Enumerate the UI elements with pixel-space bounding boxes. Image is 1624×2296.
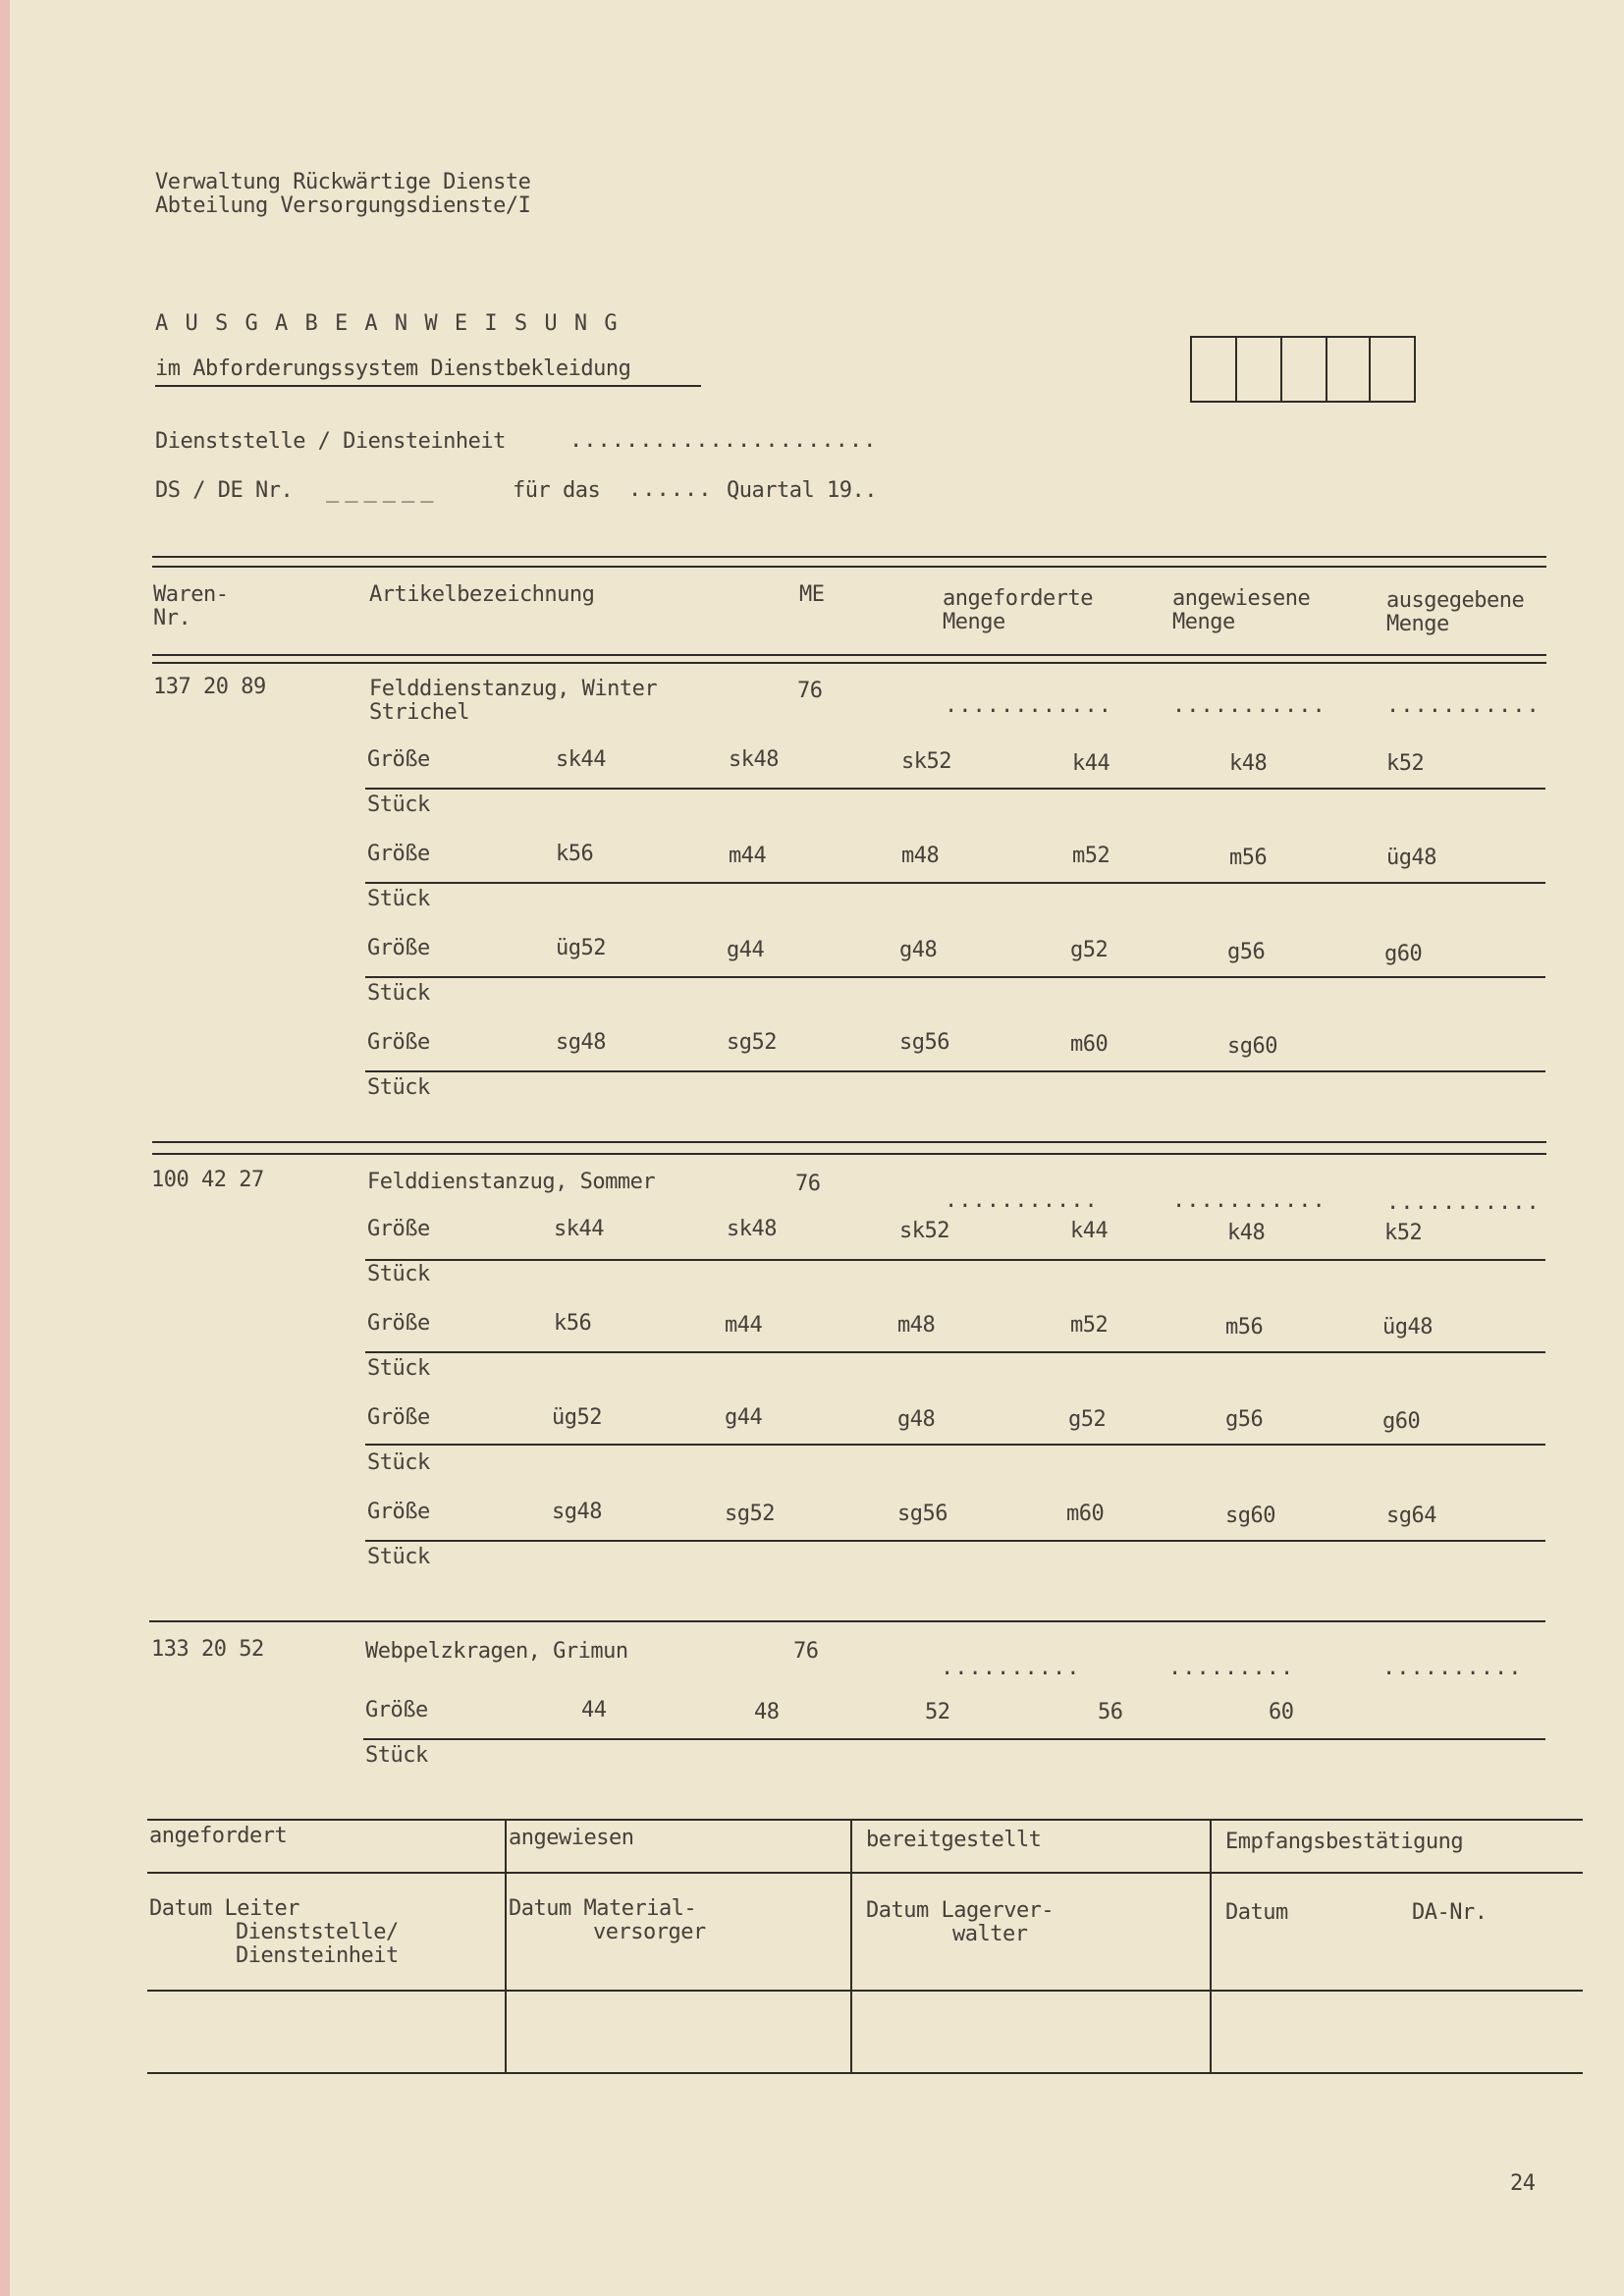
size: k56 [556,842,594,866]
paper-edge [0,0,10,2296]
stueck-label: Stück [367,887,430,911]
rule [147,1819,1583,1821]
item-me: 76 [795,1172,821,1196]
stueck-label: Stück [367,793,430,817]
rule [152,654,1546,656]
size: sg64 [1386,1503,1436,1528]
item-me: 76 [793,1639,819,1664]
item-nr: 100 42 27 [151,1168,264,1192]
item-name-line-2: Strichel [369,700,469,725]
size: sk44 [554,1217,604,1241]
ds-de-field[interactable]: ______ [326,478,440,503]
groesse-label: Größe [367,1030,430,1055]
groesse-label: Größe [365,1698,428,1722]
size: 56 [1098,1700,1123,1724]
ausgegeben-field[interactable]: ........... [1386,693,1541,718]
angefordert-field[interactable]: ............ [945,693,1112,718]
footer-head-empfang: Empfangsbestätigung [1225,1830,1464,1854]
angefordert-field[interactable]: .......... [941,1656,1081,1680]
stueck-label: Stück [367,1262,430,1286]
size: sk48 [727,1217,777,1241]
form-title: A U S G A B E A N W E I S U N G [155,311,620,336]
size: m60 [1066,1502,1105,1526]
size: g60 [1384,942,1423,966]
size: üg48 [1382,1315,1433,1339]
code-box-divider [1280,336,1282,401]
col-angefordert-1: angeforderte [943,586,1093,611]
size: m52 [1070,1313,1109,1338]
item-nr: 133 20 52 [151,1637,264,1662]
col-waren-nr-1: Waren- [153,582,229,607]
size: 52 [925,1700,950,1724]
code-box-divider [1235,336,1237,401]
size: g60 [1382,1409,1421,1434]
footer-cell-1-line-2: Dienststelle/ [236,1920,399,1944]
size: sk52 [899,1219,949,1243]
size: sg56 [899,1030,949,1055]
rule [365,1259,1545,1261]
size: m44 [729,844,767,868]
groesse-label: Größe [367,1311,430,1336]
rule [152,1153,1546,1155]
size: 60 [1269,1700,1294,1724]
size: g48 [897,1407,936,1432]
rule [363,1738,1545,1740]
rule [147,1990,1583,1992]
stueck-label: Stück [367,1545,430,1569]
ds-de-label: DS / DE Nr. [155,478,294,503]
col-waren-nr-2: Nr. [153,606,191,630]
size: sg48 [552,1500,602,1524]
size: sk48 [729,747,779,772]
size: sk44 [556,747,606,772]
col-divider [1210,1819,1212,2074]
size: m56 [1229,846,1268,870]
size: k44 [1070,1219,1109,1243]
groesse-label: Größe [367,747,430,772]
col-divider [505,1819,507,2074]
rule [152,556,1546,558]
size: üg52 [556,936,606,960]
size: k44 [1072,751,1110,776]
size: m48 [897,1313,936,1338]
dienststelle-field[interactable]: ...................... [569,428,878,453]
stueck-label: Stück [367,1356,430,1381]
size: m52 [1072,844,1110,868]
rule [152,1141,1546,1143]
code-box-divider [1369,336,1371,401]
size: k48 [1227,1221,1266,1245]
size: m44 [725,1313,763,1338]
rule [365,976,1545,978]
col-angewiesen-2: Menge [1172,610,1235,634]
item-name: Felddienstanzug, Winter [369,677,658,701]
size: g52 [1068,1407,1107,1432]
rule [149,1620,1545,1622]
footer-cell-3-line-1: Datum Lagerver- [866,1898,1055,1923]
col-artikel: Artikelbezeichnung [369,582,595,607]
footer-cell-2-line-1: Datum Material- [509,1896,697,1921]
footer-head-angefordert: angefordert [149,1824,288,1848]
code-box-divider [1326,336,1327,401]
item-nr: 137 20 89 [153,675,266,699]
size: g44 [725,1405,763,1430]
size: sk52 [901,749,951,774]
footer-cell-4-da-nr: DA-Nr. [1412,1900,1488,1925]
rule [365,1070,1545,1072]
col-me: ME [799,582,825,607]
header-line-2: Abteilung Versorgungsdienste/I [155,193,531,218]
form-subtitle: im Abforderungssystem Dienstbekleidung [155,357,701,387]
size: k52 [1386,751,1425,776]
quartal-label: Quartal 19.. [727,478,877,503]
size: sg60 [1227,1034,1277,1059]
size: üg52 [552,1405,602,1430]
size: üg48 [1386,846,1436,870]
size: m48 [901,844,940,868]
stueck-label: Stück [367,981,430,1006]
size: sg52 [725,1502,775,1526]
code-box[interactable] [1190,336,1416,403]
rule [365,1351,1545,1353]
stueck-label: Stück [365,1743,428,1768]
col-angefordert-2: Menge [943,610,1005,634]
rule [365,788,1545,790]
size: k48 [1229,751,1268,776]
fuer-das-label: für das [513,478,601,503]
ausgegeben-field[interactable]: .......... [1382,1656,1523,1680]
rule [147,1872,1583,1874]
groesse-label: Größe [367,842,430,866]
size: g56 [1225,1407,1264,1432]
rule [365,1540,1545,1542]
quartal-field[interactable]: ...... [628,477,713,502]
rule [365,1444,1545,1446]
size: g52 [1070,938,1109,962]
size: m60 [1070,1032,1109,1057]
rule [152,566,1546,568]
footer-cell-2-line-2: versorger [593,1920,706,1944]
rule [365,882,1545,884]
stueck-label: Stück [367,1075,430,1100]
rule [147,2072,1583,2074]
footer-head-bereitgestellt: bereitgestellt [866,1828,1042,1852]
groesse-label: Größe [367,936,430,960]
size: k56 [554,1311,592,1336]
page-number: 24 [1510,2171,1536,2196]
footer-cell-3-line-2: walter [952,1922,1028,1946]
size: sg48 [556,1030,606,1055]
size: g44 [727,938,765,962]
groesse-label: Größe [367,1500,430,1524]
angewiesen-field[interactable]: ........... [1172,693,1326,718]
footer-cell-4-datum: Datum [1225,1900,1288,1925]
size: sg56 [897,1502,947,1526]
size: g48 [899,938,938,962]
col-ausgegeben-1: ausgegebene [1386,588,1525,613]
col-ausgegeben-2: Menge [1386,612,1449,636]
footer-cell-1-line-3: Diensteinheit [236,1943,399,1968]
item-me: 76 [797,679,823,703]
angefordert-field[interactable]: ........... [945,1188,1099,1213]
col-angewiesen-1: angewiesene [1172,586,1311,611]
rule [152,662,1546,664]
size: sg60 [1225,1503,1275,1528]
angewiesen-field[interactable]: ......... [1168,1656,1295,1680]
col-divider [850,1819,852,2074]
dienststelle-label: Dienststelle / Diensteinheit [155,429,506,454]
item-name: Webpelzkragen, Grimun [365,1639,628,1664]
ausgegeben-field[interactable]: ........... [1386,1190,1541,1215]
groesse-label: Größe [367,1405,430,1430]
angewiesen-field[interactable]: ........... [1172,1188,1326,1213]
size: sg52 [727,1030,777,1055]
size: 44 [581,1698,607,1722]
size: m56 [1225,1315,1264,1339]
header-line-1: Verwaltung Rückwärtige Dienste [155,170,531,194]
groesse-label: Größe [367,1217,430,1241]
size: g56 [1227,940,1266,964]
footer-cell-1-line-1: Datum Leiter [149,1896,299,1921]
size: k52 [1384,1221,1423,1245]
size: 48 [754,1700,780,1724]
footer-head-angewiesen: angewiesen [509,1826,634,1850]
item-name: Felddienstanzug, Sommer [367,1170,656,1194]
stueck-label: Stück [367,1450,430,1475]
